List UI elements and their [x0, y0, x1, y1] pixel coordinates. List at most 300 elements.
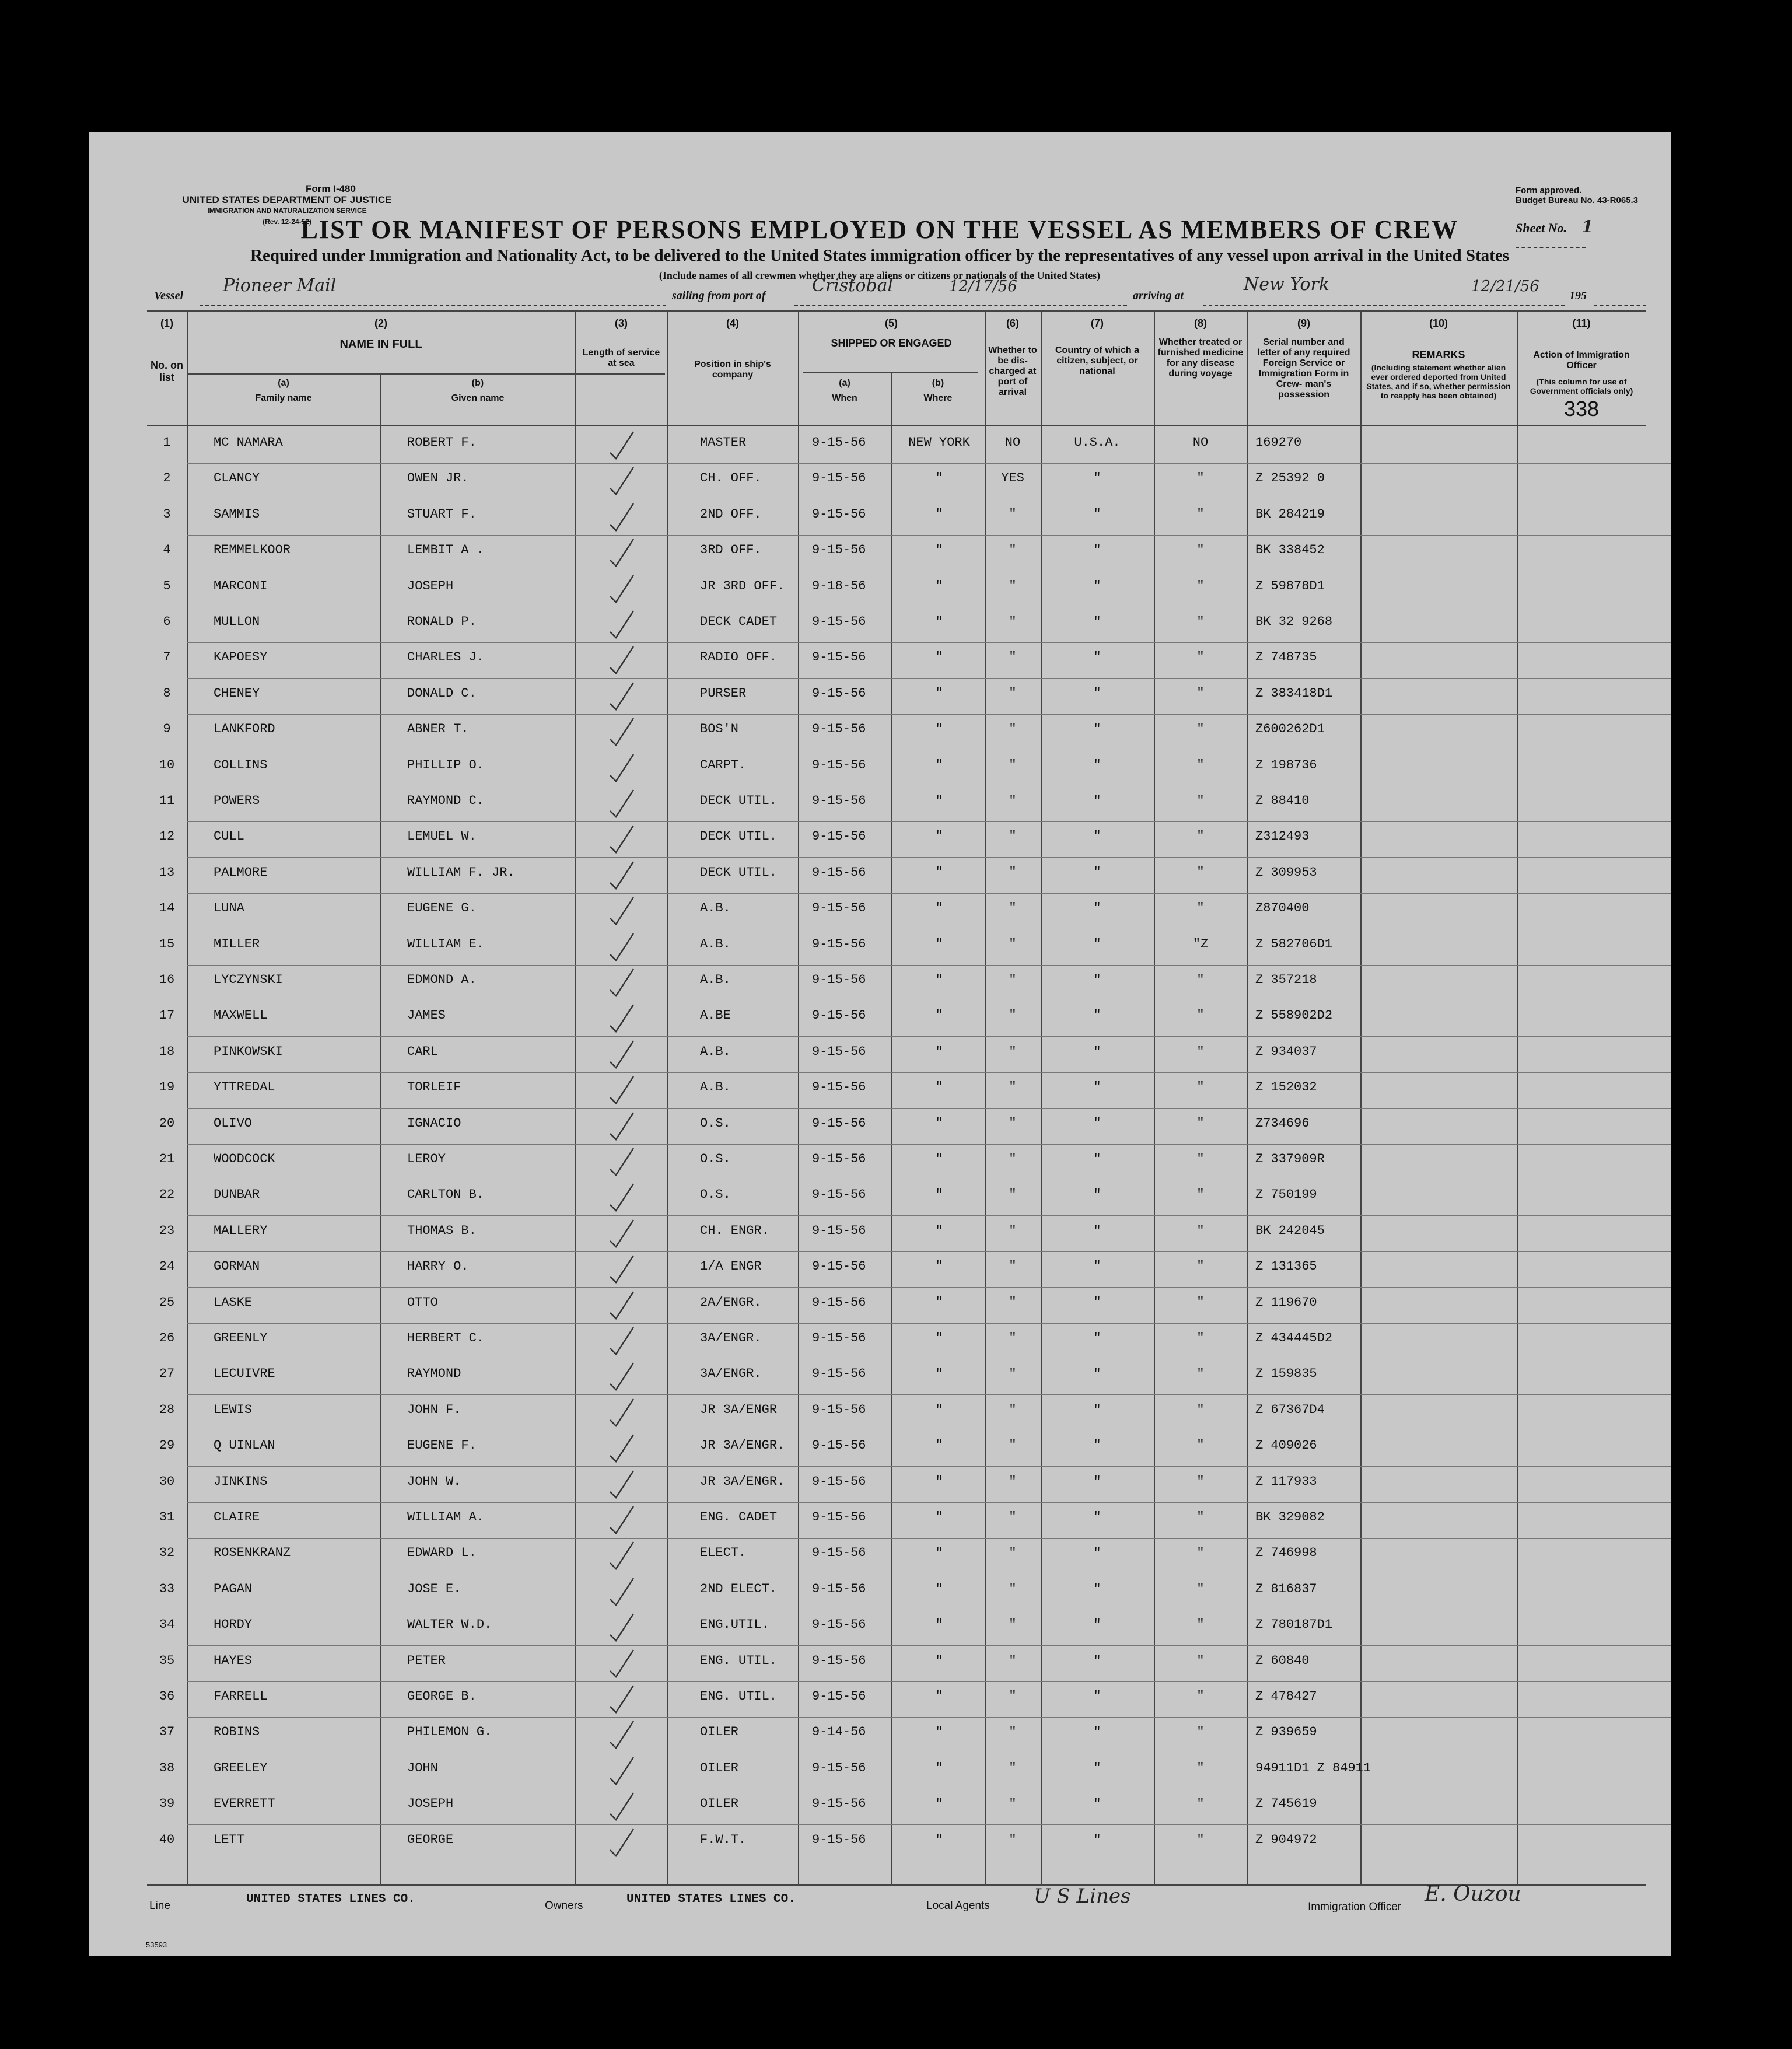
cell-family: LUNA	[214, 901, 244, 916]
cell-where: "	[935, 1366, 943, 1382]
cell-where: "	[935, 1689, 943, 1704]
cell-no: 32	[159, 1546, 175, 1561]
cell-discharged: "	[1009, 1832, 1017, 1847]
cell-where: "	[935, 936, 943, 952]
colnum-6: (6)	[1006, 317, 1019, 329]
cell-serial: 169270	[1255, 435, 1302, 450]
cell-country: U.S.A.	[1074, 435, 1121, 450]
cell-no: 9	[163, 722, 171, 737]
cell-no: 36	[159, 1689, 175, 1704]
cell-treated: "	[1196, 1832, 1205, 1847]
agents-label: Local Agents	[926, 1900, 990, 1912]
cell-given: JOHN F.	[407, 1402, 461, 1417]
cell-no: 19	[159, 1080, 175, 1095]
cell-country: "	[1093, 506, 1101, 522]
cell-when: 9-15-56	[812, 1510, 866, 1524]
table-row	[89, 1037, 1671, 1073]
cell-discharged: "	[1009, 650, 1017, 665]
cell-when: 9-15-56	[812, 936, 866, 952]
officer-label: Immigration Officer	[1308, 1901, 1402, 1913]
cell-where: "	[935, 1187, 943, 1202]
cell-where: "	[935, 1008, 943, 1023]
cell-country: "	[1093, 757, 1101, 772]
cell-family: OLIVO	[214, 1116, 253, 1131]
cell-country: "	[1093, 471, 1101, 486]
cell-given: GEORGE B.	[407, 1689, 477, 1704]
cell-given: PETER	[407, 1653, 446, 1668]
cell-no: 14	[159, 901, 175, 916]
cell-treated: "	[1196, 901, 1205, 916]
cell-serial: Z 60840	[1255, 1653, 1310, 1668]
cell-country: "	[1093, 1366, 1101, 1382]
cell-discharged: "	[1009, 1653, 1017, 1668]
cell-discharged: "	[1009, 757, 1017, 772]
cell-no: 22	[159, 1187, 175, 1202]
department-name: UNITED STATES DEPARTMENT OF JUSTICE	[182, 194, 392, 205]
cell-discharged: "	[1009, 1366, 1017, 1382]
cell-country: "	[1093, 865, 1101, 880]
check-mark-icon	[607, 1398, 637, 1428]
header-serial: Serial number and letter of any required Foreign Service or Immigration Form in Crew- man's possession	[1257, 337, 1350, 400]
cell-country: "	[1093, 1008, 1101, 1023]
form-revision: (Rev. 12-24-52)	[262, 218, 312, 226]
cell-serial: Z 59878D1	[1255, 578, 1325, 593]
cell-position: A.B.	[700, 901, 731, 916]
header-shipped-engaged: SHIPPED OR ENGAGED	[831, 337, 952, 349]
cell-country: "	[1093, 1259, 1101, 1274]
table-row	[89, 1503, 1671, 1539]
cell-when: 9-15-56	[812, 1617, 866, 1632]
manifest-subtitle: Required under Immigration and Nationality Act, to be delivered to the United States immigration officer by the representatives of any vessel upon arrival in the United States	[250, 246, 1509, 265]
cell-family: HAYES	[214, 1653, 253, 1668]
owners-value: UNITED STATES LINES CO.	[626, 1893, 796, 1906]
table-row	[89, 822, 1671, 858]
cell-position: F.W.T.	[700, 1832, 747, 1847]
cell-where: "	[935, 1832, 943, 1847]
cell-no: 39	[159, 1796, 175, 1812]
check-mark-icon	[607, 1649, 637, 1679]
header-discharged: Whether to be dis- charged at port of arrival	[988, 345, 1037, 397]
cell-where: NEW YORK	[908, 435, 970, 450]
cell-country: "	[1093, 1760, 1101, 1775]
header-where-sub: (b)	[932, 378, 944, 388]
cell-no: 20	[159, 1116, 175, 1131]
include-note: (Include names of all crewmen whether they are aliens or citizens or nationals of the United States)	[659, 270, 1101, 281]
cell-treated: "	[1196, 543, 1205, 558]
cell-where: "	[935, 1581, 943, 1596]
cell-position: ENG. CADET	[700, 1510, 778, 1524]
cell-when: 9-15-56	[812, 1187, 866, 1202]
cell-position: A.B.	[700, 973, 731, 987]
cell-treated: "	[1196, 865, 1205, 880]
cell-serial: Z870400	[1255, 901, 1310, 916]
check-mark-icon	[607, 1147, 637, 1177]
cell-given: LEMUEL W.	[407, 829, 477, 844]
sheet-number-value: 1	[1581, 217, 1593, 236]
cell-family: HORDY	[214, 1617, 253, 1632]
cell-when: 9-15-56	[812, 1008, 866, 1023]
vessel-name: Pioneer Mail	[223, 275, 337, 296]
cell-given: JOHN	[407, 1760, 438, 1775]
cell-family: MC NAMARA	[214, 435, 283, 450]
cell-family: MILLER	[214, 936, 260, 952]
cell-country: "	[1093, 936, 1101, 952]
cell-discharged: "	[1009, 1223, 1017, 1238]
cell-discharged: "	[1009, 1581, 1017, 1596]
cell-no: 17	[159, 1008, 175, 1023]
cell-serial: BK 284219	[1255, 506, 1325, 522]
cell-when: 9-15-56	[812, 1366, 866, 1382]
cell-when: 9-15-56	[812, 722, 866, 737]
cell-family: DUNBAR	[214, 1187, 260, 1202]
cell-family: PALMORE	[214, 865, 268, 880]
cell-given: JOSEPH	[407, 1796, 454, 1812]
line-label: Line	[149, 1900, 170, 1912]
cell-no: 6	[163, 614, 171, 629]
cell-serial: Z 745619	[1255, 1796, 1317, 1812]
check-mark-icon	[607, 1720, 637, 1750]
cell-country: "	[1093, 1689, 1101, 1704]
cell-when: 9-15-56	[812, 1295, 866, 1310]
cell-no: 33	[159, 1581, 175, 1596]
table-row	[89, 607, 1671, 643]
cell-serial: Z 816837	[1255, 1581, 1317, 1596]
cell-when: 9-15-56	[812, 1689, 866, 1704]
year-label: 195	[1569, 289, 1587, 302]
cell-country: "	[1093, 1725, 1101, 1740]
check-mark-icon	[607, 610, 637, 640]
cell-treated: "Z	[1192, 936, 1209, 952]
cell-no: 34	[159, 1617, 175, 1632]
cell-position: A.B.	[700, 1044, 731, 1059]
cell-country: "	[1093, 1295, 1101, 1310]
cell-serial: Z 558902D2	[1255, 1008, 1333, 1023]
cell-family: MULLON	[214, 614, 260, 629]
cell-discharged: "	[1009, 1331, 1017, 1345]
table-row	[89, 500, 1671, 536]
cell-position: CARPT.	[700, 757, 747, 772]
cell-position: DECK UTIL.	[700, 829, 778, 844]
check-mark-icon	[607, 1183, 637, 1213]
cell-when: 9-15-56	[812, 901, 866, 916]
form-number: Form I-480	[306, 183, 356, 194]
cell-family: GREENLY	[214, 1331, 268, 1345]
cell-family: POWERS	[214, 793, 260, 808]
cell-position: CH. OFF.	[700, 471, 762, 486]
cell-when: 9-15-56	[812, 865, 866, 880]
header-action: Action of Immigration Officer	[1533, 350, 1630, 370]
cell-country: "	[1093, 1546, 1101, 1561]
manifest-title: LIST OR MANIFEST OF PERSONS EMPLOYED ON THE VESSEL AS MEMBERS OF CREW	[300, 215, 1459, 244]
cell-country: "	[1093, 578, 1101, 593]
cell-treated: "	[1196, 1402, 1205, 1417]
cell-no: 35	[159, 1653, 175, 1668]
cell-given: DONALD C.	[407, 686, 477, 701]
cell-country: "	[1093, 1510, 1101, 1524]
cell-discharged: "	[1009, 793, 1017, 808]
colnum-5: (5)	[885, 317, 898, 329]
cell-where: "	[935, 506, 943, 522]
cell-discharged: "	[1009, 901, 1017, 916]
colnum-9: (9)	[1297, 317, 1310, 329]
cell-discharged: "	[1009, 1116, 1017, 1131]
check-mark-icon	[607, 645, 637, 676]
colnum-10: (10)	[1429, 317, 1448, 329]
cell-treated: "	[1196, 1653, 1205, 1668]
cell-serial: Z 88410	[1255, 793, 1310, 808]
cell-treated: "	[1196, 1474, 1205, 1489]
cell-position: A.BE	[700, 1008, 731, 1023]
cell-position: RADIO OFF.	[700, 650, 778, 665]
cell-family: ROBINS	[214, 1725, 260, 1740]
cell-serial: Z 409026	[1255, 1438, 1317, 1453]
check-mark-icon	[607, 1040, 637, 1070]
cell-treated: "	[1196, 1689, 1205, 1704]
header-sub-a: (a)	[278, 378, 289, 388]
cell-family: KAPOESY	[214, 650, 268, 665]
colnum-1: (1)	[160, 317, 173, 329]
cell-family: FARRELL	[214, 1689, 268, 1704]
table-row	[89, 1826, 1671, 1861]
cell-serial: Z 904972	[1255, 1832, 1317, 1847]
check-mark-icon	[607, 681, 637, 712]
colnum-2: (2)	[374, 317, 387, 329]
cell-no: 28	[159, 1402, 175, 1417]
cell-family: LECUIVRE	[214, 1366, 275, 1382]
cell-country: "	[1093, 1402, 1101, 1417]
cell-position: ENG. UTIL.	[700, 1653, 778, 1668]
check-mark-icon	[607, 431, 637, 461]
table-row	[89, 966, 1671, 1001]
cell-family: PAGAN	[214, 1581, 253, 1596]
cell-where: "	[935, 1223, 943, 1238]
sheet-number-label: Sheet No.	[1516, 221, 1567, 235]
cell-where: "	[935, 1546, 943, 1561]
cell-position: MASTER	[700, 435, 747, 450]
cell-family: MALLERY	[214, 1223, 268, 1238]
cell-family: YTTREDAL	[214, 1080, 275, 1095]
check-mark-icon	[607, 1219, 637, 1249]
cell-serial: Z734696	[1255, 1116, 1310, 1131]
cell-family: EVERRETT	[214, 1796, 275, 1812]
cell-no: 30	[159, 1474, 175, 1489]
header-no-on-list: No. on list	[150, 359, 183, 383]
cell-treated: "	[1196, 1080, 1205, 1095]
table-row	[89, 1718, 1671, 1753]
cell-where: "	[935, 1474, 943, 1489]
cell-country: "	[1093, 793, 1101, 808]
cell-no: 13	[159, 865, 175, 880]
cell-given: CARL	[407, 1044, 438, 1059]
cell-no: 27	[159, 1366, 175, 1382]
check-mark-icon	[607, 1291, 637, 1321]
cell-treated: "	[1196, 614, 1205, 629]
cell-country: "	[1093, 901, 1101, 916]
table-row	[89, 1001, 1671, 1037]
cell-treated: "	[1196, 1725, 1205, 1740]
check-mark-icon	[607, 1326, 637, 1356]
cell-position: O.S.	[700, 1116, 731, 1131]
cell-discharged: YES	[1001, 471, 1024, 486]
cell-treated: "	[1196, 793, 1205, 808]
cell-when: 9-15-56	[812, 829, 866, 844]
cell-treated: "	[1196, 757, 1205, 772]
check-mark-icon	[607, 574, 637, 604]
header-position: Position in ship's company	[694, 359, 771, 380]
cell-where: "	[935, 578, 943, 593]
action-number: 338	[1563, 397, 1600, 421]
cell-position: DECK UTIL.	[700, 793, 778, 808]
cell-where: "	[935, 1152, 943, 1166]
cell-given: JAMES	[407, 1008, 446, 1023]
cell-serial: Z 434445D2	[1255, 1331, 1333, 1345]
cell-treated: "	[1196, 1510, 1205, 1524]
cell-position: ENG.UTIL.	[700, 1617, 769, 1632]
check-mark-icon	[607, 861, 637, 891]
cell-serial: BK 329082	[1255, 1510, 1325, 1524]
cell-discharged: "	[1009, 1510, 1017, 1524]
cell-position: JR 3A/ENGR.	[700, 1438, 785, 1453]
check-mark-icon	[607, 538, 637, 568]
header-when-sub: (a)	[839, 378, 850, 388]
cell-discharged: "	[1009, 1259, 1017, 1274]
table-row	[89, 715, 1671, 750]
cell-position: ENG. UTIL.	[700, 1689, 778, 1704]
cell-discharged: "	[1009, 506, 1017, 522]
cell-when: 9-15-56	[812, 1223, 866, 1238]
cell-treated: "	[1196, 973, 1205, 987]
cell-discharged: "	[1009, 722, 1017, 737]
cell-where: "	[935, 1617, 943, 1632]
header-remarks: REMARKS	[1412, 349, 1465, 361]
table-row	[89, 1145, 1671, 1180]
cell-where: "	[935, 1331, 943, 1345]
cell-when: 9-15-56	[812, 1438, 866, 1453]
cell-serial: Z 152032	[1255, 1080, 1317, 1095]
cell-when: 9-15-56	[812, 614, 866, 629]
cell-given: EDWARD L.	[407, 1546, 477, 1561]
cell-country: "	[1093, 1438, 1101, 1453]
cell-given: HARRY O.	[407, 1259, 469, 1274]
cell-position: 3A/ENGR.	[700, 1366, 762, 1382]
cell-when: 9-15-56	[812, 1760, 866, 1775]
cell-family: CHENEY	[214, 686, 260, 701]
cell-family: JINKINS	[214, 1474, 268, 1489]
cell-discharged: "	[1009, 614, 1017, 629]
cell-where: "	[935, 1259, 943, 1274]
cell-where: "	[935, 1080, 943, 1095]
cell-when: 9-15-56	[812, 435, 866, 450]
cell-discharged: "	[1009, 578, 1017, 593]
check-mark-icon	[607, 1828, 637, 1858]
table-row	[89, 1252, 1671, 1288]
cell-when: 9-15-56	[812, 471, 866, 486]
check-mark-icon	[607, 1075, 637, 1106]
cell-family: GREELEY	[214, 1760, 268, 1775]
cell-country: "	[1093, 722, 1101, 737]
cell-treated: "	[1196, 1331, 1205, 1345]
cell-given: ROBERT F.	[407, 435, 477, 450]
header-when: When	[832, 393, 858, 403]
cell-position: DECK CADET	[700, 614, 778, 629]
cell-country: "	[1093, 1080, 1101, 1095]
cell-position: 3RD OFF.	[700, 543, 762, 558]
table-row	[89, 428, 1671, 464]
cell-where: "	[935, 1796, 943, 1812]
cell-no: 16	[159, 973, 175, 987]
cell-country: "	[1093, 1581, 1101, 1596]
table-row	[89, 1216, 1671, 1252]
check-mark-icon	[607, 824, 637, 855]
cell-given: WILLIAM E.	[407, 936, 485, 952]
crew-rows	[89, 428, 1671, 1884]
table-row	[89, 1467, 1671, 1503]
cell-discharged: "	[1009, 1044, 1017, 1059]
table-row	[89, 1789, 1671, 1825]
colnum-4: (4)	[726, 317, 739, 329]
cell-country: "	[1093, 1474, 1101, 1489]
cell-position: JR 3RD OFF.	[700, 578, 785, 593]
cell-treated: "	[1196, 1796, 1205, 1812]
cell-discharged: "	[1009, 1008, 1017, 1023]
check-mark-icon	[607, 502, 637, 533]
cell-where: "	[935, 650, 943, 665]
cell-position: 2A/ENGR.	[700, 1295, 762, 1310]
cell-discharged: "	[1009, 829, 1017, 844]
cell-when: 9-15-56	[812, 543, 866, 558]
colnum-11: (11)	[1572, 317, 1591, 329]
cell-serial: Z 748735	[1255, 650, 1317, 665]
cell-where: "	[935, 757, 943, 772]
cell-discharged: "	[1009, 1080, 1017, 1095]
cell-no: 31	[159, 1510, 175, 1524]
cell-family: GORMAN	[214, 1259, 260, 1274]
cell-where: "	[935, 722, 943, 737]
cell-serial: Z 117933	[1255, 1474, 1317, 1489]
check-mark-icon	[607, 968, 637, 998]
owners-label: Owners	[545, 1900, 583, 1912]
cell-given: RAYMOND	[407, 1366, 461, 1382]
check-mark-icon	[607, 1433, 637, 1464]
cell-where: "	[935, 1116, 943, 1131]
table-row	[89, 1539, 1671, 1574]
cell-position: ELECT.	[700, 1546, 747, 1561]
cell-family: CULL	[214, 829, 244, 844]
cell-given: CHARLES J.	[407, 650, 485, 665]
cell-treated: "	[1196, 722, 1205, 737]
check-mark-icon	[607, 1792, 637, 1822]
cell-serial: Z 119670	[1255, 1295, 1317, 1310]
cell-serial: BK 32 9268	[1255, 614, 1333, 629]
cell-no: 40	[159, 1832, 175, 1847]
cell-when: 9-15-56	[812, 1581, 866, 1596]
cell-treated: "	[1196, 578, 1205, 593]
cell-serial: Z 159835	[1255, 1366, 1317, 1382]
cell-when: 9-18-56	[812, 578, 866, 593]
cell-country: "	[1093, 1331, 1101, 1345]
cell-given: ABNER T.	[407, 722, 469, 737]
header-treated: Whether treated or furnished medicine for any disease during voyage	[1157, 337, 1244, 379]
cell-given: GEORGE	[407, 1832, 454, 1847]
cell-where: "	[935, 1295, 943, 1310]
check-mark-icon	[607, 1684, 637, 1715]
cell-where: "	[935, 1438, 943, 1453]
cell-family: MARCONI	[214, 578, 268, 593]
check-mark-icon	[607, 1613, 637, 1643]
check-mark-icon	[607, 1577, 637, 1607]
check-mark-icon	[607, 466, 637, 496]
cell-serial: Z 131365	[1255, 1259, 1317, 1274]
